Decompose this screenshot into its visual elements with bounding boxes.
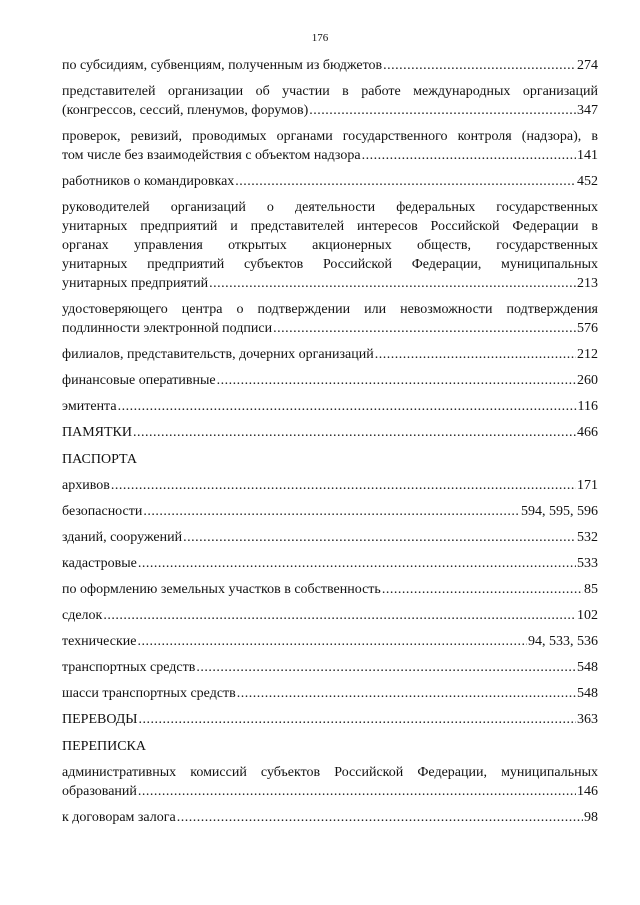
entry-line: удостоверяющего центра о подтверждении или невозможности подтверждения [62, 302, 598, 317]
entry-line: унитарных предприятий и представителей интересов Российской Федерации в [62, 219, 598, 234]
page-reference: 576 [577, 321, 598, 336]
page-reference: 466 [577, 425, 598, 440]
page-reference: 85 [584, 582, 598, 597]
entry-text: образований [62, 784, 137, 799]
page-reference: 548 [577, 686, 598, 701]
entry-last-line [62, 56, 598, 75]
entry-last-line [62, 808, 598, 827]
page-reference: 171 [577, 478, 598, 493]
page-reference: 260 [577, 373, 598, 388]
page-reference: 94, 533, 536 [528, 634, 598, 649]
page-reference: 274 [577, 58, 598, 73]
index-entry [62, 56, 598, 75]
entry-last-line [62, 606, 598, 625]
entry-line: представителей организации об участии в работе международных организаций [62, 84, 598, 99]
entry-last-line [62, 528, 598, 547]
entry-last-line [62, 172, 598, 191]
dot-leader [139, 710, 576, 729]
dot-leader [235, 172, 576, 191]
entry-text: зданий, сооружений [62, 530, 183, 545]
entry-last-line [62, 319, 598, 338]
entry-text: подлинности электронной подписи [62, 321, 273, 336]
index-entry [62, 684, 598, 703]
entry-text: кадастровые [62, 556, 137, 571]
entry-last-line [62, 274, 598, 293]
entry-text: эмитента [62, 399, 117, 414]
dot-leader [362, 146, 576, 165]
entry-line: проверок, ревизий, проводимых органами государственного контроля (надзора), в [62, 129, 598, 144]
index-entry [62, 345, 598, 364]
index-entry [62, 82, 598, 120]
entry-last-line [62, 554, 598, 573]
dot-leader [111, 476, 576, 495]
entry-last-line [62, 345, 598, 364]
entry-last-line [62, 632, 598, 651]
entry-text: сделок [62, 608, 103, 623]
entry-last-line [62, 371, 598, 390]
entry-text: ПАМЯТКИ [62, 425, 133, 440]
entry-text: по оформлению земельных участков в собственность [62, 582, 381, 597]
entry-text: транспортных средств [62, 660, 196, 675]
page-reference: 146 [577, 784, 598, 799]
entry-text: по субсидиям, субвенциям, полученным из бюджетов [62, 58, 383, 73]
index-entry [62, 502, 598, 521]
page-reference: 594, 595, 596 [521, 504, 598, 519]
index-entry [62, 371, 598, 390]
dot-leader [137, 632, 527, 651]
page-reference: 141 [577, 148, 598, 163]
index-entry [62, 580, 598, 599]
dot-leader [309, 101, 576, 120]
page-reference: 452 [577, 174, 598, 189]
dot-leader [138, 554, 576, 573]
index-entry [62, 554, 598, 573]
entry-last-line [62, 710, 598, 729]
index-entry [62, 632, 598, 651]
dot-leader [183, 528, 576, 547]
entry-text: филиалов, представительств, дочерних организаций [62, 347, 374, 362]
entry-last-line [62, 397, 598, 416]
entry-text: (конгрессов, сессий, пленумов, форумов) [62, 103, 309, 118]
entry-text: финансовые оперативные [62, 373, 216, 388]
page-reference: 363 [577, 712, 598, 727]
dot-leader [177, 808, 583, 827]
entry-last-line [62, 146, 598, 165]
dot-leader [118, 397, 577, 416]
page-number: 176 [311, 32, 329, 44]
entry-text: унитарных предприятий [62, 276, 209, 291]
entry-text: ПЕРЕВОДЫ [62, 712, 138, 727]
index-heading [62, 737, 598, 756]
dot-leader [196, 658, 576, 677]
entry-text: шасси транспортных средств [62, 686, 236, 701]
entry-last-line [62, 782, 598, 801]
page-reference: 533 [577, 556, 598, 571]
entry-text: работников о командировках [62, 174, 235, 189]
entry-text: технические [62, 634, 137, 649]
dot-leader [138, 782, 576, 801]
dot-leader [273, 319, 576, 338]
heading-text: ПАСПОРТА [62, 452, 138, 467]
index-heading [62, 710, 598, 729]
index-entry [62, 808, 598, 827]
entry-line: органах управления открытых акционерных обществ, государственных [62, 238, 598, 253]
page-reference: 102 [577, 608, 598, 623]
entry-last-line [62, 101, 598, 120]
dot-leader [382, 580, 583, 599]
index-entry [62, 172, 598, 191]
entry-line: руководителей организаций о деятельности федеральных государственных [62, 200, 598, 215]
dot-leader [375, 345, 576, 364]
dot-leader [217, 371, 576, 390]
dot-leader [103, 606, 576, 625]
entry-line: административных комиссий субъектов Российской Федерации, муниципальных [62, 765, 598, 780]
entry-text: архивов [62, 478, 110, 493]
page-reference: 116 [577, 399, 598, 414]
entry-last-line [62, 476, 598, 495]
entry-last-line [62, 423, 598, 442]
index-list [62, 56, 598, 834]
index-entry [62, 198, 598, 293]
index-entry [62, 397, 598, 416]
index-entry [62, 606, 598, 625]
index-entry [62, 476, 598, 495]
heading-text: ПЕРЕПИСКА [62, 739, 147, 754]
dot-leader [133, 423, 576, 442]
index-entry [62, 127, 598, 165]
entry-text: том числе без взаимодействия с объектом надзора [62, 148, 361, 163]
entry-last-line [62, 684, 598, 703]
index-entry [62, 658, 598, 677]
entry-text: к договорам залога [62, 810, 176, 825]
page-reference: 548 [577, 660, 598, 675]
dot-leader [143, 502, 520, 521]
index-heading [62, 423, 598, 442]
entry-last-line [62, 502, 598, 521]
entry-line: унитарных предприятий субъектов Российской Федерации, муниципальных [62, 257, 598, 272]
page-reference: 212 [577, 347, 598, 362]
page-reference: 347 [577, 103, 598, 118]
entry-last-line [62, 580, 598, 599]
index-entry [62, 763, 598, 801]
dot-leader [209, 274, 576, 293]
entry-text: безопасности [62, 504, 143, 519]
index-entry [62, 300, 598, 338]
index-entry [62, 528, 598, 547]
dot-leader [237, 684, 576, 703]
dot-leader [383, 56, 576, 75]
entry-last-line [62, 658, 598, 677]
page-reference: 213 [577, 276, 598, 291]
page-reference: 532 [577, 530, 598, 545]
page-reference: 98 [584, 810, 598, 825]
index-heading [62, 450, 598, 469]
